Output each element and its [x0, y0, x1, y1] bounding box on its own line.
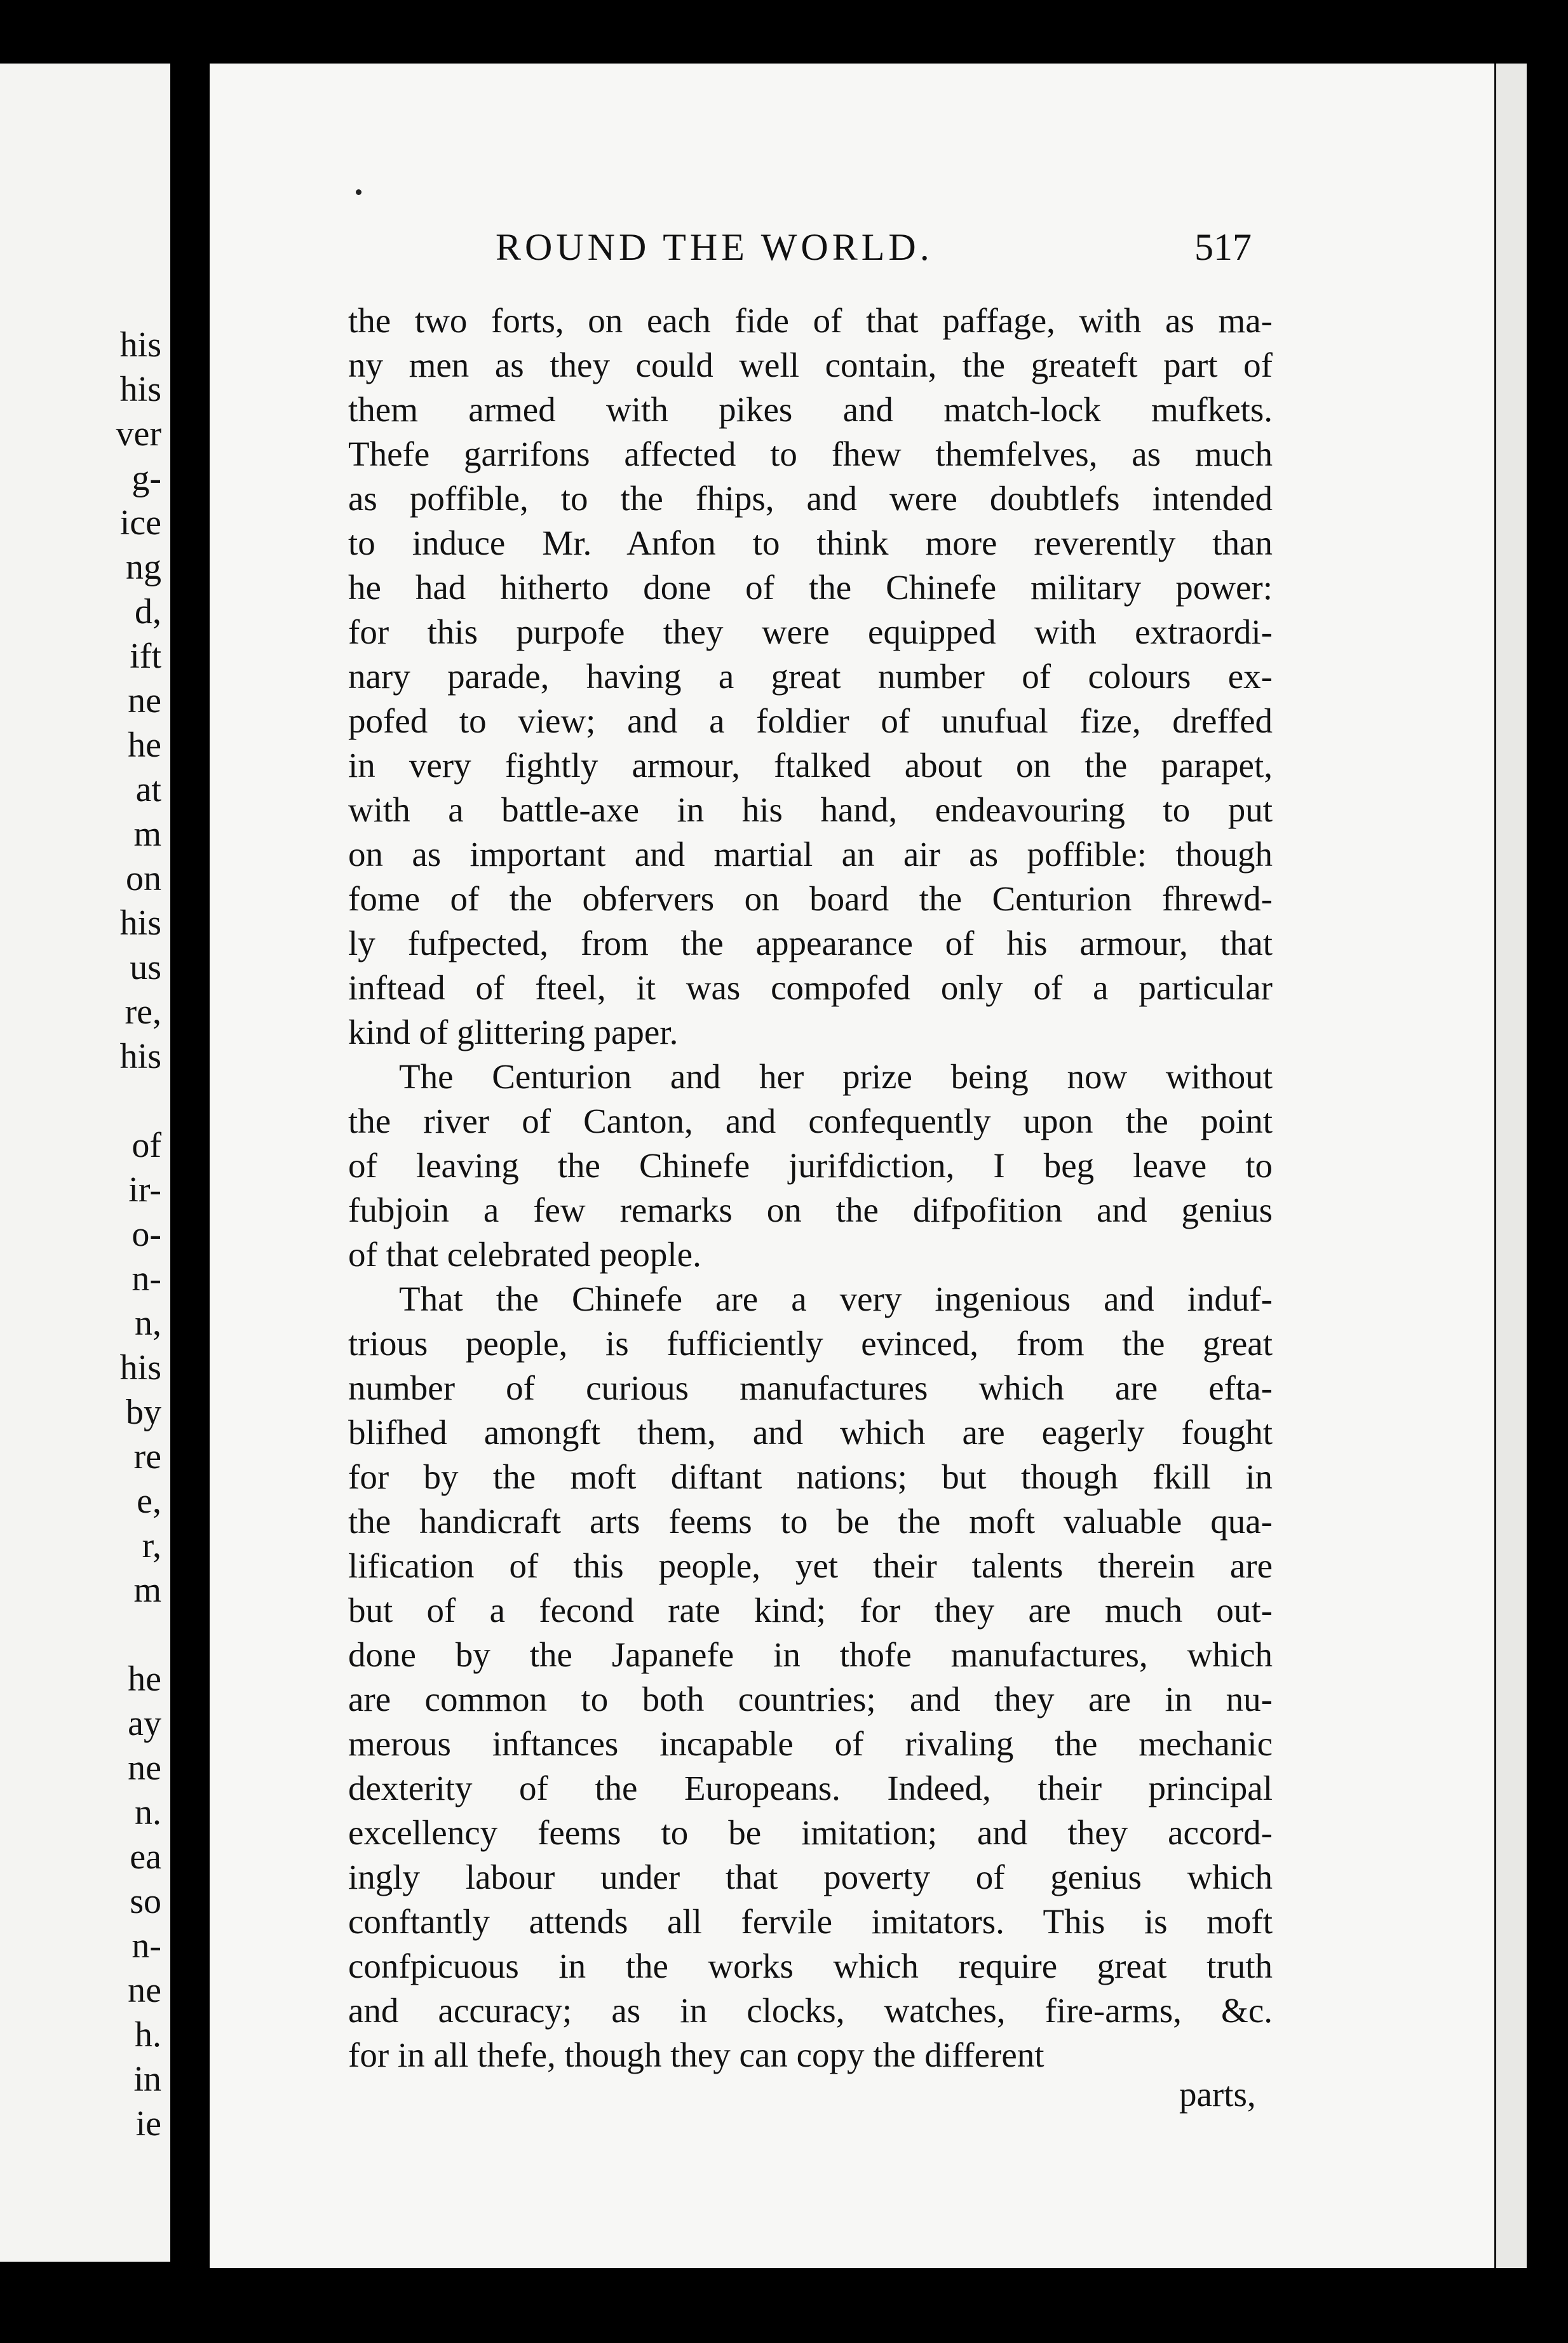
left-page-fragment: he	[128, 1659, 161, 1699]
text-line: them armed with pikes and match-lock mufkets.	[348, 390, 1273, 429]
left-page-fragment: e,	[137, 1482, 161, 1521]
left-page-fragment: ne	[128, 681, 161, 720]
text-line: in very fightly armour, ftalked about on the parapet,	[348, 746, 1273, 785]
left-page-fragment: his	[119, 903, 161, 943]
left-page-fragment: g-	[132, 459, 161, 498]
left-page-fragment: so	[130, 1882, 161, 1921]
text-line: number of curious manufactures which are efta-	[348, 1368, 1273, 1407]
left-page-fragment: by	[126, 1393, 161, 1432]
text-line: for this purpofe they were equipped with extraordi-	[348, 612, 1273, 651]
left-page-fragment: his	[119, 1348, 161, 1388]
text-line: blifhed amongft them, and which are eagerly fought	[348, 1413, 1273, 1452]
text-line: as poffible, to the fhips, and were doubtlefs intended	[348, 479, 1273, 518]
text-line: That the Chinefe are a very ingenious and induf-	[399, 1280, 1273, 1318]
left-page-fragment: n-	[132, 1926, 161, 1966]
left-page-fragment: o-	[132, 1215, 161, 1254]
running-head: ROUND THE WORLD.	[496, 226, 933, 268]
left-page-fragment: r,	[142, 1526, 161, 1565]
catchword: parts,	[1179, 2075, 1256, 2114]
left-page-fragment: ng	[126, 548, 161, 587]
left-page-fragment: ay	[128, 1704, 161, 1743]
text-line: done by the Japanefe in thofe manufactures, which	[348, 1635, 1273, 1674]
text-line: the handicraft arts feems to be the moft valuable qua-	[348, 1502, 1273, 1541]
left-page-fragment: of	[132, 1126, 161, 1165]
text-line: The Centurion and her prize being now without	[399, 1057, 1273, 1096]
text-line: merous inftances incapable of rivaling the mechanic	[348, 1724, 1273, 1763]
text-line: are common to both countries; and they are in nu-	[348, 1680, 1273, 1718]
text-line: pofed to view; and a foldier of unufual fize, dreffed	[348, 701, 1273, 740]
text-line: and accuracy; as in clocks, watches, fire-arms, &c.	[348, 1991, 1273, 2030]
left-page-fragment: m	[133, 814, 161, 854]
text-line: kind of glittering paper.	[348, 1013, 679, 1051]
left-page-fragment: ie	[135, 2104, 161, 2144]
text-line: ly fufpected, from the appearance of his armour, that	[348, 924, 1273, 962]
text-line: excellency feems to be imitation; and they accord-	[348, 1813, 1273, 1852]
left-page-fragment: n,	[135, 1304, 161, 1343]
left-page-fragment: d,	[135, 592, 161, 631]
text-line: fubjoin a few remarks on the difpofition and genius	[348, 1191, 1273, 1229]
left-page-fragment: re	[133, 1437, 161, 1476]
left-page-fragment: h.	[135, 2015, 161, 2055]
ink-speck	[356, 189, 362, 195]
text-line: inftead of fteel, it was compofed only of a particular	[348, 968, 1273, 1007]
text-line: of that celebrated people.	[348, 1235, 701, 1274]
left-page-fragment: his	[119, 370, 161, 409]
left-page-fragment: in	[133, 2060, 161, 2099]
text-line: trious people, is fufficiently evinced, from the great	[348, 1324, 1273, 1363]
left-page-fragment: ir-	[128, 1170, 161, 1210]
text-line: ingly labour under that poverty of genius which	[348, 1858, 1273, 1896]
text-line: conftantly attends all fervile imitators. This is moft	[348, 1902, 1273, 1941]
left-page-fragment: he	[128, 726, 161, 765]
text-line: to induce Mr. Anfon to think more reverently than	[348, 523, 1273, 562]
text-line: of leaving the Chinefe jurifdiction, I beg leave to	[348, 1146, 1273, 1185]
text-line: fome of the obfervers on board the Centurion fhrewd-	[348, 879, 1273, 918]
text-line: for by the moft diftant nations; but though fkill in	[348, 1457, 1273, 1496]
text-line: lification of this people, yet their talents therein are	[348, 1546, 1273, 1585]
left-page-fragment: ift	[130, 637, 161, 676]
text-line: but of a fecond rate kind; for they are much out-	[348, 1591, 1273, 1630]
text-line: confpicuous in the works which require great truth	[348, 1947, 1273, 1985]
text-line: he had hitherto done of the Chinefe military power:	[348, 568, 1273, 607]
left-page-fragment: on	[126, 859, 161, 898]
left-page-fragment: his	[119, 325, 161, 365]
left-page-fragment: m	[133, 1570, 161, 1610]
text-line: with a battle-axe in his hand, endeavouring to put	[348, 790, 1273, 829]
left-page-fragment: ice	[119, 503, 161, 543]
text-line: for in all thefe, though they can copy the different	[348, 2036, 1044, 2074]
body-text	[348, 299, 1273, 2077]
text-line: the two forts, on each fide of that paffage, with as ma-	[348, 301, 1273, 340]
left-page-fragment: ne	[128, 1971, 161, 2010]
text-line: ny men as they could well contain, the greateft part of	[348, 346, 1273, 384]
left-page-fragment: his	[119, 1037, 161, 1076]
text-line: nary parade, having a great number of colours ex-	[348, 657, 1273, 696]
left-facing-page	[0, 64, 170, 2262]
left-page-fragment: n.	[135, 1793, 161, 1832]
left-page-fragment: ea	[130, 1837, 161, 1877]
left-page-fragment: us	[130, 948, 161, 987]
left-page-fragment: re,	[125, 992, 161, 1032]
page-number: 517	[1194, 226, 1252, 268]
text-line: on as important and martial an air as poffible: though	[348, 835, 1273, 874]
text-line: the river of Canton, and confequently upon the point	[348, 1102, 1273, 1140]
text-line: Thefe garrifons affected to fhew themfelves, as much	[348, 435, 1273, 473]
left-page-fragment: n-	[132, 1259, 161, 1299]
page-edge	[1494, 64, 1527, 2268]
left-page-fragment: at	[135, 770, 161, 809]
left-page-fragment: ver	[116, 414, 161, 454]
text-line: dexterity of the Europeans. Indeed, their principal	[348, 1769, 1273, 1807]
left-page-fragment: ne	[128, 1748, 161, 1788]
